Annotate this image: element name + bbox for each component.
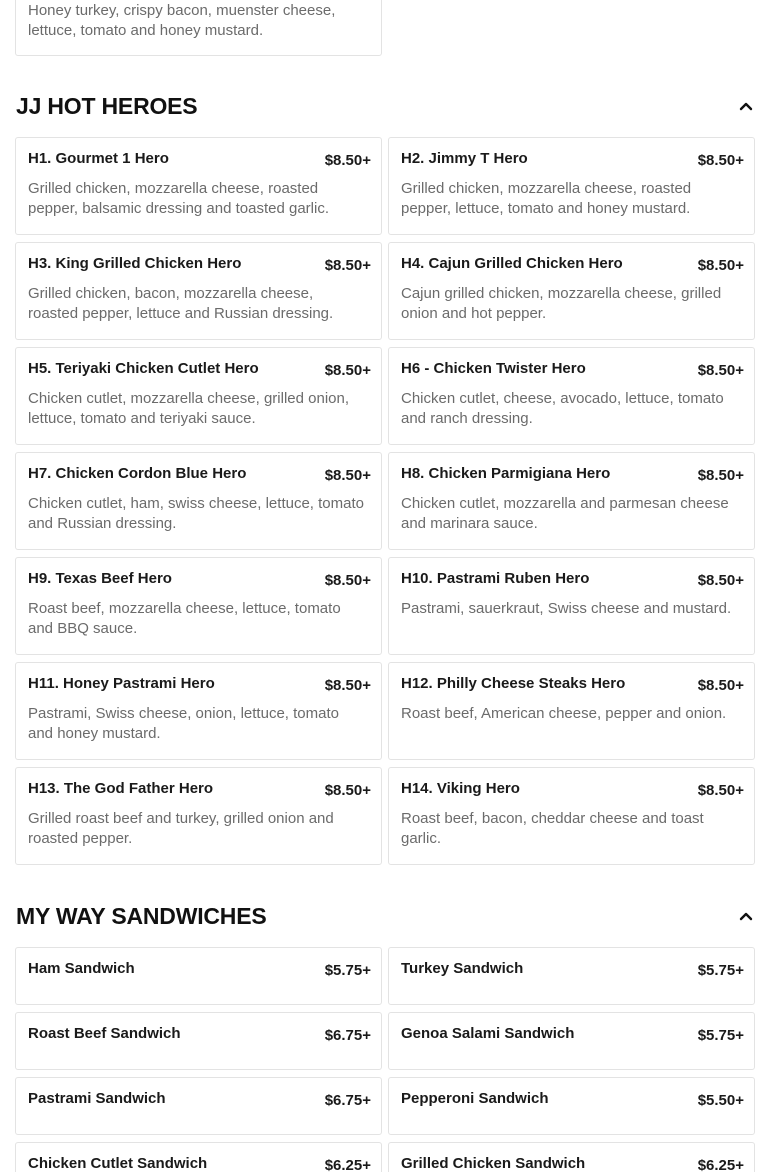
item-name: H5. Teriyaki Chicken Cutlet Hero: [28, 360, 259, 377]
chevron-up-icon[interactable]: [736, 96, 756, 116]
item-name: H3. King Grilled Chicken Hero: [28, 255, 242, 272]
item-description: Grilled chicken, mozzarella cheese, roasted pepper, lettuce, tomato and honey mustard.: [401, 180, 692, 217]
menu-item-card[interactable]: [388, 1012, 755, 1070]
item-price: $8.50+: [324, 572, 371, 589]
item-description: Roast beef, mozzarella cheese, lettuce, tomato and BBQ sauce.: [28, 600, 341, 637]
item-price: $6.75+: [324, 1092, 371, 1109]
item-name: Grilled Chicken Sandwich: [401, 1155, 586, 1172]
item-description: Chicken cutlet, cheese, avocado, lettuce, tomato and ranch dressing.: [401, 390, 724, 427]
item-name: H14. Viking Hero: [401, 780, 520, 797]
menu-item-card[interactable]: [15, 1142, 382, 1172]
item-name: H11. Honey Pastrami Hero: [28, 675, 215, 692]
item-name: H8. Chicken Parmigiana Hero: [401, 465, 611, 482]
item-price: $8.50+: [697, 677, 744, 694]
item-price: $8.50+: [697, 467, 744, 484]
menu-item-card[interactable]: [388, 137, 755, 235]
item-description: Cajun grilled chicken, mozzarella cheese, grilled onion and hot pepper.: [401, 285, 722, 322]
item-price: $8.50+: [697, 152, 744, 169]
item-description: Grilled roast beef and turkey, grilled onion and roasted pepper.: [28, 810, 334, 847]
item-description: Chicken cutlet, mozzarella and parmesan cheese and marinara sauce.: [401, 495, 729, 532]
item-name: Pepperoni Sandwich: [401, 1090, 549, 1107]
item-name: H4. Cajun Grilled Chicken Hero: [401, 255, 623, 272]
item-description: Chicken cutlet, mozzarella cheese, grilled onion, lettuce, tomato and teriyaki sauce.: [28, 390, 349, 427]
item-name: H12. Philly Cheese Steaks Hero: [401, 675, 626, 692]
item-name: Turkey Sandwich: [401, 960, 524, 977]
item-price: $5.75+: [324, 962, 371, 979]
item-description: Grilled chicken, bacon, mozzarella cheese, roasted pepper, lettuce and Russian dressing.: [28, 285, 334, 322]
menu-item-card[interactable]: [388, 1142, 755, 1172]
menu-item-card[interactable]: [15, 137, 382, 235]
menu-item-card[interactable]: [388, 767, 755, 865]
menu-item-card[interactable]: [388, 1077, 755, 1135]
item-price: $8.50+: [324, 467, 371, 484]
item-price: $6.75+: [324, 1027, 371, 1044]
item-price: $5.50+: [697, 1092, 744, 1109]
menu-item-card[interactable]: [388, 242, 755, 340]
menu-item-card[interactable]: [15, 347, 382, 445]
item-price: $8.50+: [324, 677, 371, 694]
menu-item-card[interactable]: [388, 947, 755, 1005]
item-name: H1. Gourmet 1 Hero: [28, 150, 169, 167]
item-description: Roast beef, bacon, cheddar cheese and toast garlic.: [401, 810, 704, 847]
item-description: Pastrami, sauerkraut, Swiss cheese and mustard.: [401, 600, 732, 617]
menu-item-card[interactable]: [388, 452, 755, 550]
menu-item-card[interactable]: [15, 1077, 382, 1135]
menu-item-card[interactable]: [388, 662, 755, 760]
item-name: Ham Sandwich: [28, 960, 135, 977]
menu-item-card[interactable]: [15, 557, 382, 655]
menu-item-card[interactable]: [388, 557, 755, 655]
item-price: $8.50+: [324, 362, 371, 379]
item-price: $8.50+: [697, 362, 744, 379]
menu-item-card[interactable]: [15, 662, 382, 760]
item-description: Grilled chicken, mozzarella cheese, roasted pepper, balsamic dressing and toasted garlic.: [28, 180, 330, 217]
menu-item-card[interactable]: [15, 1012, 382, 1070]
chevron-up-icon[interactable]: [736, 906, 756, 926]
item-name: Pastrami Sandwich: [28, 1090, 166, 1107]
item-name: Genoa Salami Sandwich: [401, 1025, 575, 1042]
item-name: H7. Chicken Cordon Blue Hero: [28, 465, 247, 482]
section-title-my-way-sandwiches: MY WAY SANDWICHES: [16, 903, 267, 929]
menu-item-card[interactable]: [15, 767, 382, 865]
item-description: Honey turkey, crispy bacon, muenster cheese, lettuce, tomato and honey mustard.: [28, 2, 336, 39]
menu-item-card[interactable]: [388, 347, 755, 445]
item-price: $5.75+: [697, 962, 744, 979]
item-name: H10. Pastrami Ruben Hero: [401, 570, 590, 587]
item-name: Roast Beef Sandwich: [28, 1025, 181, 1042]
menu-item-card[interactable]: [15, 452, 382, 550]
item-price: $8.50+: [697, 782, 744, 799]
item-price: $5.75+: [697, 1027, 744, 1044]
section-title-hot-heroes: JJ HOT HEROES: [16, 93, 198, 119]
item-description: Pastrami, Swiss cheese, onion, lettuce, tomato and honey mustard.: [28, 705, 339, 742]
item-price: $8.50+: [697, 257, 744, 274]
item-price: $8.50+: [324, 152, 371, 169]
item-price: $8.50+: [324, 257, 371, 274]
menu-item-card[interactable]: [15, 242, 382, 340]
item-name: Chicken Cutlet Sandwich: [28, 1155, 208, 1172]
item-price: $6.25+: [697, 1157, 744, 1172]
item-description: Chicken cutlet, ham, swiss cheese, lettuce, tomato and Russian dressing.: [28, 495, 364, 532]
menu-item-card[interactable]: [15, 947, 382, 1005]
item-price: $8.50+: [697, 572, 744, 589]
item-price: $8.50+: [324, 782, 371, 799]
item-description: Roast beef, American cheese, pepper and onion.: [401, 705, 727, 722]
item-name: H6 - Chicken Twister Hero: [401, 360, 586, 377]
item-price: $6.25+: [324, 1157, 371, 1172]
menu-item-card[interactable]: [15, 0, 382, 56]
item-name: H13. The God Father Hero: [28, 780, 214, 797]
item-name: H2. Jimmy T Hero: [401, 150, 528, 167]
item-name: H9. Texas Beef Hero: [28, 570, 172, 587]
